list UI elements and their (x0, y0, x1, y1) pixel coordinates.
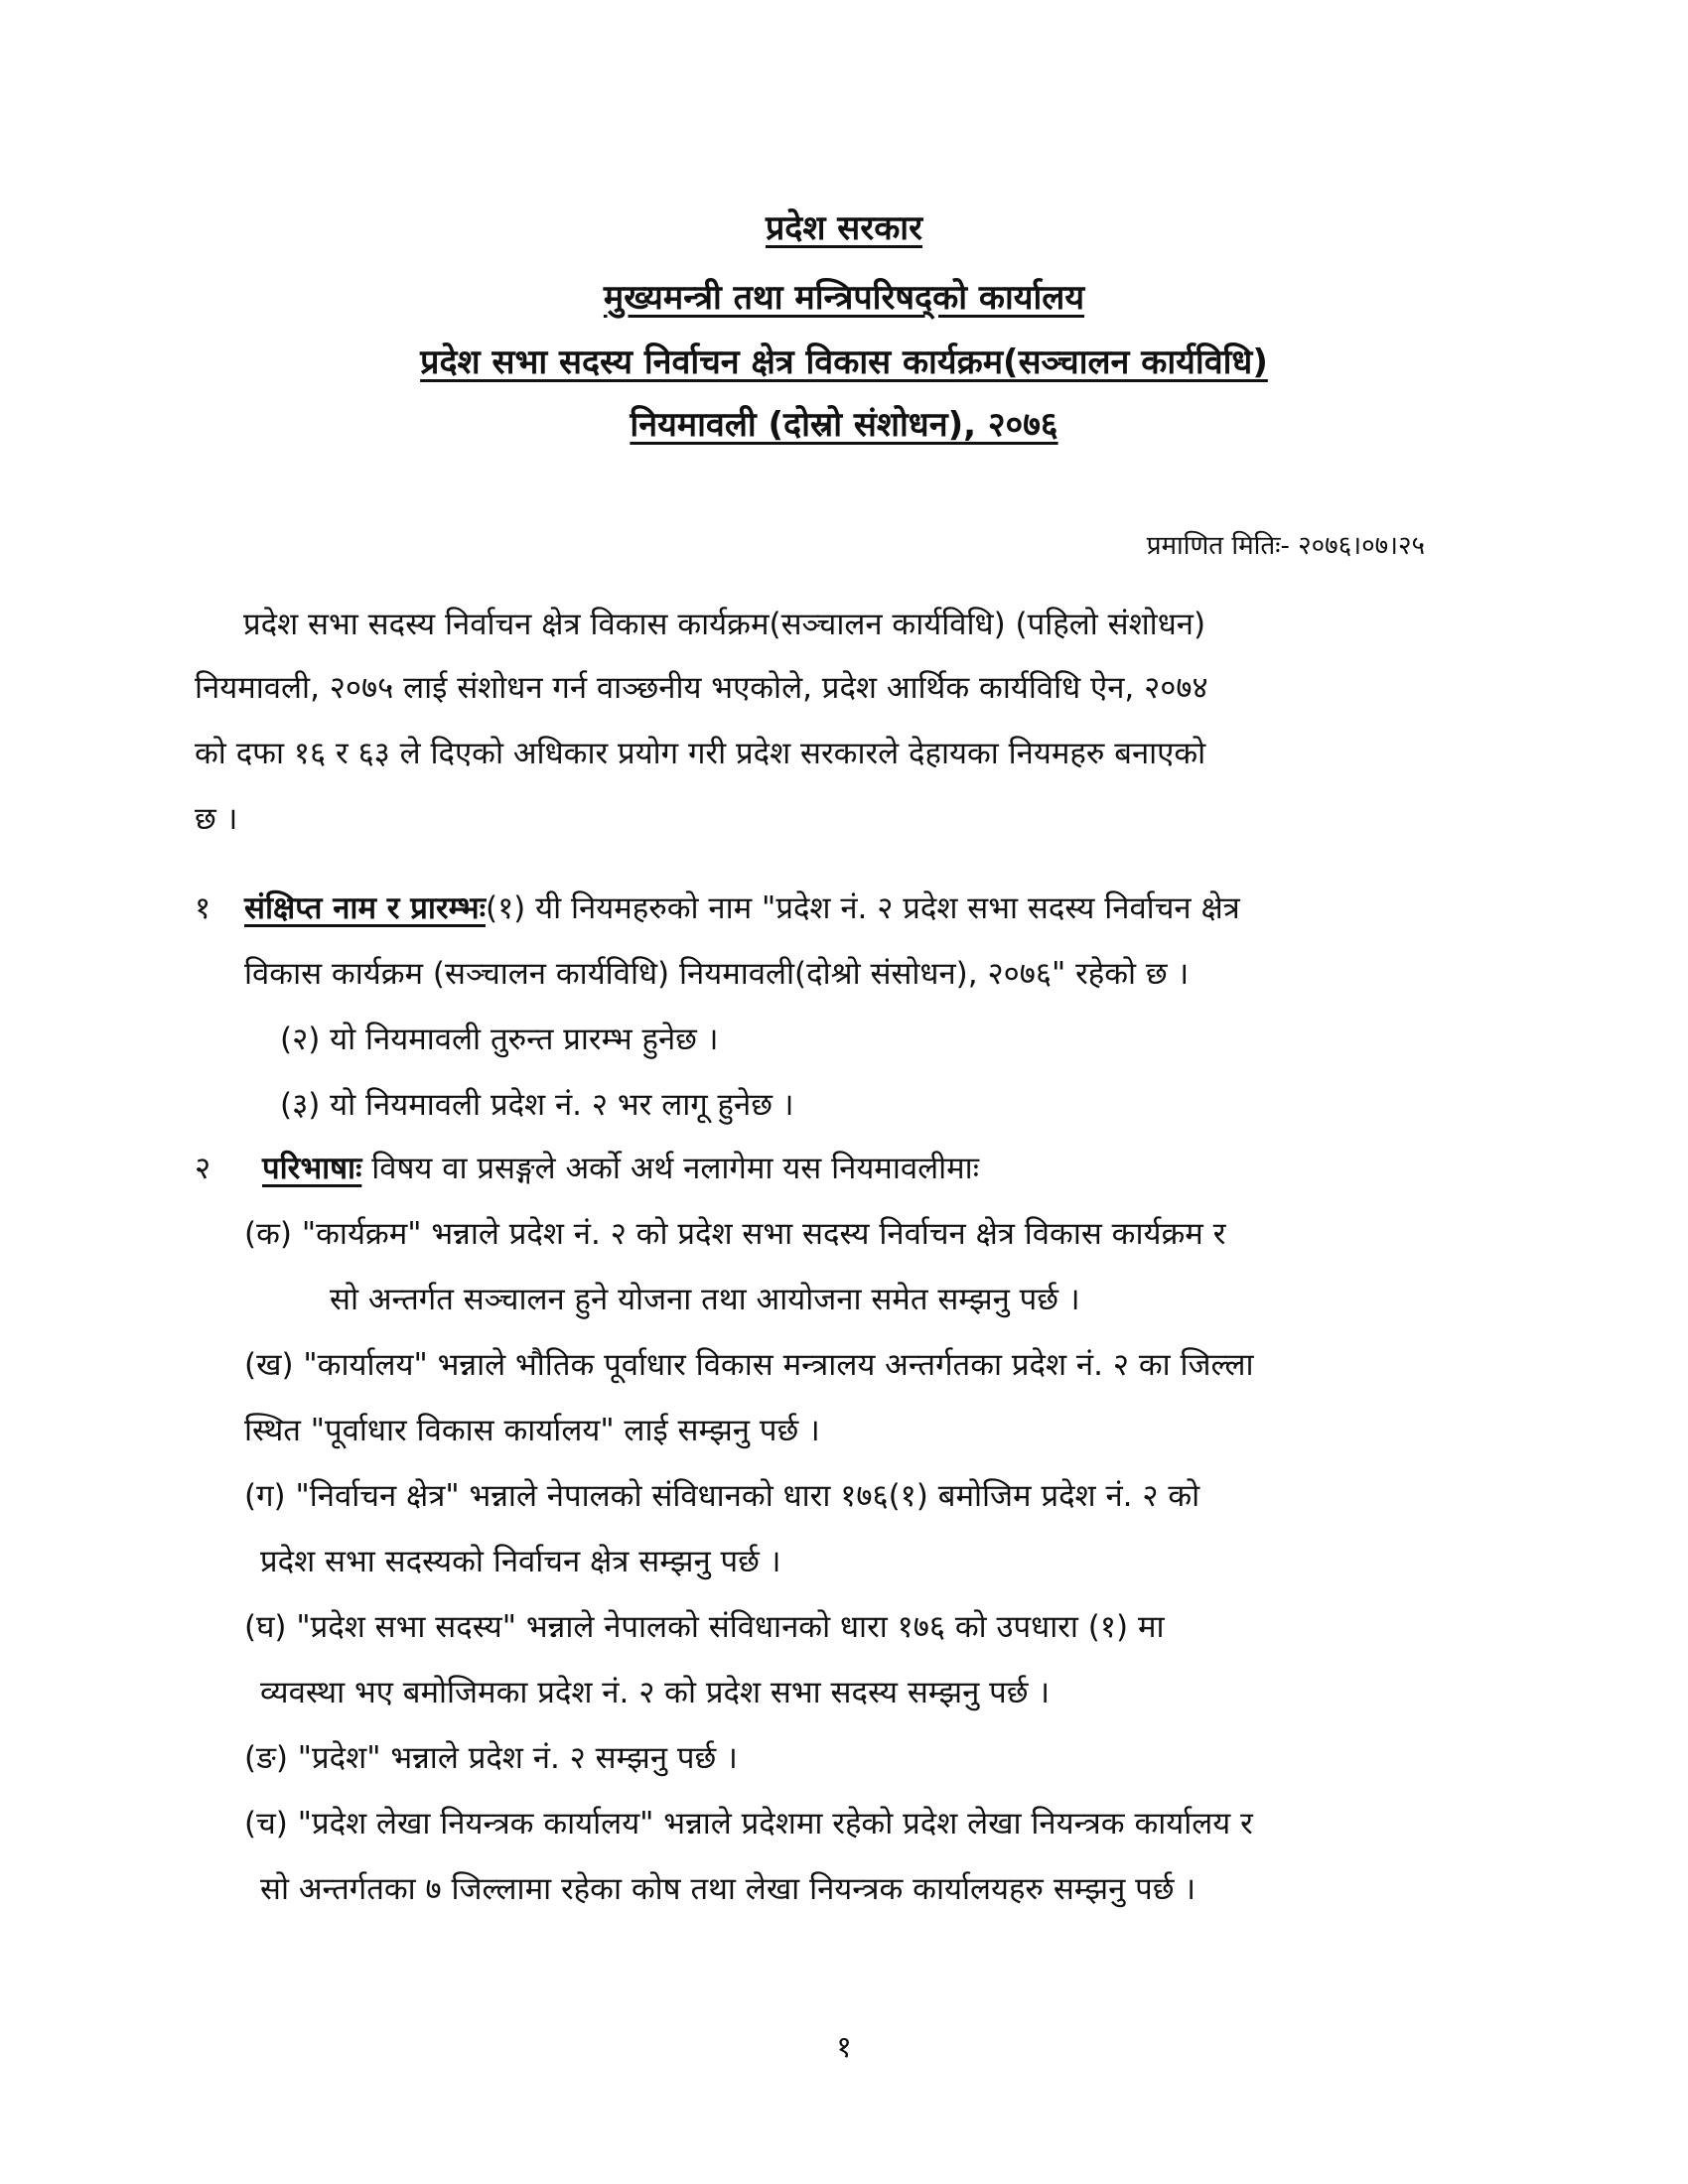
title-line-3: प्रदेश सभा सदस्य निर्वाचन क्षेत्र विकास कार्यक्रम(सञ्चालन कार्यविधि) (420, 342, 1268, 382)
definition-kha-line-2: स्थित "पूर्वाधार विकास कार्यालय" लाई सम्झनु पर्छ । (244, 1413, 820, 1448)
definition-gha-line-1: (घ) "प्रदेश सभा सदस्य" भन्नाले नेपालको संविधानको धारा १७६ को उपधारा (१) मा (244, 1609, 1165, 1645)
preamble-line-3: को दफा १६ र ६३ ले दिएको अधिकार प्रयोग गरी प्रदेश सरकारले देहायका नियमहरु बनाएको (195, 736, 1206, 771)
certified-date: प्रमाणित मितिः- २०७६।०७।२५ (1146, 531, 1425, 561)
preamble-line-1: प्रदेश सभा सदस्य निर्वाचन क्षेत्र विकास कार्यक्रम(सञ्चालन कार्यविधि) (पहिलो संशोधन) (243, 607, 1206, 642)
section-2-intro: विषय वा प्रसङ्गले अर्को अर्थ नलागेमा यस नियमावलीमाः (371, 1151, 979, 1186)
definition-ka-line-1: (क) "कार्यक्रम" भन्नाले प्रदेश नं. २ को प्रदेश सभा सदस्य निर्वाचन क्षेत्र विकास कार्यक्रम र (244, 1216, 1226, 1252)
definition-ka-line-2: सो अन्तर्गत सञ्चालन हुने योजना तथा आयोजना समेत सम्झनु पर्छ । (330, 1282, 1080, 1317)
section-1-sub-3: (३) यो नियमावली प्रदेश नं. २ भर लागू हुनेछ । (280, 1087, 794, 1123)
section-1-line-1 (244, 891, 1240, 925)
definition-ga-line-1: (ग) "निर्वाचन क्षेत्र" भन्नाले नेपालको संविधानको धारा १७६(१) बमोजिम प्रदेश नं. २ को (244, 1478, 1200, 1514)
section-1-line-2: विकास कार्यक्रम (सञ्चालन कार्यविधि) नियमावली(दोश्रो संसोधन), २०७६" रहेको छ । (244, 956, 1190, 992)
title-line-1: प्रदेश सरकार (765, 208, 923, 248)
definition-gha-line-2: व्यवस्था भए बमोजिमका प्रदेश नं. २ को प्रदेश सभा सदस्य सम्झनु पर्छ । (260, 1675, 1051, 1710)
section-1-heading: संक्षिप्त नाम र प्रारम्भः (244, 890, 486, 926)
definition-cha-line-2: सो अन्तर्गतका ७ जिल्लामा रहेका कोष तथा लेखा नियन्त्रक कार्यालयहरु सम्झनु पर्छ । (260, 1871, 1196, 1907)
section-1-line-1-text: (१) यी नियमहरुको नाम "प्रदेश नं. २ प्रदेश सभा सदस्य निर्वाचन क्षेत्र (485, 890, 1240, 926)
title-line-4: नियमावली (दोस्रो संशोधन), २०७६ (630, 405, 1058, 445)
definition-ga-line-2: प्रदेश सभा सदस्यको निर्वाचन क्षेत्र सम्झनु पर्छ । (260, 1544, 781, 1579)
title-line-2: मुख्यमन्त्री तथा मन्त्रिपरिषद्को कार्यालय (603, 278, 1085, 318)
section-1-number: १ (195, 890, 211, 926)
section-1-sub-2: (२) यो नियमावली तुरुन्त प्रारम्भ हुनेछ । (280, 1022, 719, 1057)
preamble-line-4: छ । (195, 801, 238, 837)
section-2-intro-line (262, 1152, 979, 1185)
definition-nga-line-1: (ङ) "प्रदेश" भन्नाले प्रदेश नं. २ सम्झनु पर्छ । (244, 1740, 738, 1776)
definition-cha-line-1: (च) "प्रदेश लेखा नियन्त्रक कार्यालय" भन्नाले प्रदेशमा रहेको प्रदेश लेखा नियन्त्रक कार्यालय र (244, 1806, 1253, 1842)
preamble-line-2: नियमावली, २०७५ लाई संशोधन गर्न वाञ्छनीय भएकोले, प्रदेश आर्थिक कार्यविधि ऐन, २०७४ (195, 670, 1208, 706)
section-2-number: २ (195, 1151, 211, 1186)
page-number: १ (836, 2030, 852, 2065)
section-2-heading: परिभाषाः (262, 1151, 362, 1186)
definition-kha-line-1: (ख) "कार्यालय" भन्नाले भौतिक पूर्वाधार विकास मन्त्रालय अन्तर्गतका प्रदेश नं. २ का जिल्ला (244, 1347, 1254, 1383)
